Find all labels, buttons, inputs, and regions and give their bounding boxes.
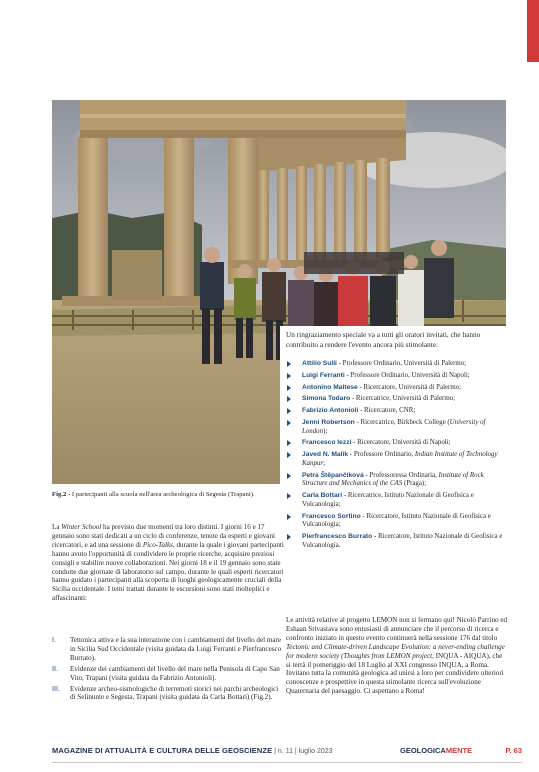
speaker-item [286,533,506,550]
footer-magazine [52,746,333,755]
speaker-item [286,395,506,404]
speaker-name: Petra Štěpančíková [302,471,364,479]
speaker-role: - Ricercatore, Istituto Nazionale di Geofisica e Vulcanologia; [302,512,491,529]
speaker-name: Simona Todaro [302,395,351,403]
page-footer [52,744,522,758]
corner-tab [527,0,539,62]
speaker-item [286,451,506,468]
speaker-item [286,419,506,436]
speaker-affiliation: Indian Institute of Technology Kanpur [302,451,498,467]
speaker-affiliation: Institute of Rock Structure and Mechanics of the CAS [302,471,484,488]
excursion-item [52,685,284,703]
figure-caption [52,490,282,499]
speaker-role-end: ); [323,427,328,435]
bullet-arrow-icon [287,373,291,379]
speaker-role: - Professore Ordinario, Università di Palermo; [336,360,467,367]
speaker-role: - Ricercatore, Istituto Nazionale di Geofisica e Vulcanologia. [302,533,503,549]
bullet-arrow-icon [287,440,291,446]
bullet-arrow-icon [287,385,291,391]
speaker-item [286,439,506,448]
brand-part-b: MENTE [445,746,473,755]
body-text: ha previsto due momenti tra loro distinti. I giorni 16 e 17 gennaio sono stati dedicati a un ciclo di conferenze, tenute da esperti e giovani ricercatori, e ad una sessione di [52,523,275,549]
speaker-role: - Ricercatore, Università di Napoli; [351,439,451,447]
body-text: La [52,523,62,531]
bullet-arrow-icon [287,493,291,499]
excursion-item [52,636,284,663]
speaker-role: - Ricercatrice, Università di Palermo; [350,395,456,403]
page-number: P. 63 [505,746,522,755]
speaker-name: Jenni Robertson [302,418,355,426]
speaker-name: Fabrizio Antonioli [302,407,359,415]
bullet-arrow-icon [287,473,291,479]
excursion-text: Evidenze dei cambiamenti del livello del mare nella Penisola di Capo San Vito, Trapani (visita guidata da Fabrizio Antonioli). [70,664,280,682]
speaker-name: Attilio Sulli [302,360,337,367]
roman-numeral: I. [52,635,57,644]
speakers-panel [280,326,506,612]
speaker-name: Carla Bottari [302,492,343,500]
speaker-item [286,407,506,416]
body-text-italic: Pico-Talks [142,540,173,549]
speakers-list [286,360,506,554]
bullet-arrow-icon [287,534,291,540]
speaker-role-end: ; [323,459,325,467]
issue-info: | n. 11 | luglio 2023 [272,748,333,755]
bullet-arrow-icon [287,420,291,426]
bullet-arrow-icon [287,452,291,458]
brand-part-a: GEOLOGICA [400,746,446,755]
speaker-item [286,472,506,489]
speaker-name: Antonino Maltese [302,383,358,391]
speaker-item [286,492,506,509]
roman-numeral: II. [52,663,59,673]
speaker-role: - Ricercatore, Università di Palermo; [357,383,462,391]
speaker-role: - Professoressa Ordinaria, [363,471,439,479]
speaker-role: - Professore Ordinario, Università di Napoli; [344,371,470,379]
speaker-role: - Professore Ordinario, [348,451,415,459]
magazine-title: MAGAZINE DI ATTUALITÀ E CULTURA DELLE GEOSCIENZE [52,746,273,755]
speaker-role: - Ricercatore, CNR; [358,407,416,415]
speaker-affiliation: University of London [302,418,486,435]
speaker-item [286,513,506,530]
roman-numeral: III. [52,683,61,693]
excursion-list [52,636,284,704]
excursion-text: Evidenze archeo-sismologiche di terremoti storici nei parchi archeologici di Selinunte e Segesta, Trapani (visita guidata da Carla Bottari) (Fig.2). [70,684,279,702]
body-paragraph-right [286,616,508,696]
speaker-name: Pierfrancesco Burrato [302,533,373,541]
thanks-intro: Un ringraziamento speciale va a tutti gli oratori invitati, che hanno contribuito a rendere l'evento ancora più stimolante: [286,330,481,349]
speaker-item [286,360,506,369]
bullet-arrow-icon [287,396,291,402]
body-text-italic: Winter School [61,523,102,531]
body-paragraph-left [52,523,284,603]
bullet-arrow-icon [287,361,291,367]
speaker-role: - Ricercatrice, Istituto Nazionale di Geofisica e Vulcanologia; [302,492,474,508]
speaker-role-end: (Praga); [402,480,427,488]
bullet-arrow-icon [287,408,291,414]
footer-rule [52,762,522,763]
body-text: Le attività relative al progetto LEMON non si fermano qui! Nicolò Parrino ed Eshaan Srivastava sono entusiasti di annunciare che il percorso di ricerca e confronto iniziato in questo evento continuerà nella sessione 176 dal titolo [286,616,508,642]
body-text: , INQUA - AIQUA), che si terrà il pomeriggio del 18 Luglio al XXI congresso INQUA, a Roma. Invitano tutta la comunità geologica ad unirsi a loro per condividere ulteriori conoscenze e prospettive in questa stimolante ricerca sull'evoluzione Quaternaria del paesaggio. Ci aspettano a Roma! [286,651,504,696]
speaker-item [286,372,506,381]
brand-logo [400,746,472,755]
body-text: , durante la quale i giovani partecipanti hanno avuto l'opportunità di condividere le proprie ricerche, acquisire preziosi consigli e stabilire nuove collaborazioni. Nei giorni 18 e il 19 gennaio sono state condotte due giornate di laboratorio sul campo, durante le quali esperti ricercatori hanno guidato i partecipanti alla scoperta di luoghi geologicamente cruciali della Sicilia occidentale. I temi trattati durante le escursioni sono stati molteplici e affascinanti: [52,540,284,603]
bullet-arrow-icon [287,514,291,520]
excursion-text: Tettonica attiva e la sua interazione con i cambiamenti del livello del mare in Sicilia Sud Occidentale (visita guidata da Luigi Ferranti e Pierfrancesco Burrato). [70,636,282,662]
body-text-italic: Tectonic and Climate-driven Landscape Evolution: a never-ending challenge for modern society (Thoughts from LEMON project [286,642,505,660]
speaker-name: Francesco Iezzi [302,439,352,447]
speaker-name: Javed N. Malik [302,451,349,459]
speaker-name: Francesco Sortino [302,512,361,520]
speaker-item [286,384,506,393]
figure-label: Fig.2 [52,491,67,498]
speaker-name: Luigi Ferranti [302,371,345,379]
caption-text: - I partecipanti alla scuola nell'area archeologica di Segesta (Trapani). [66,491,255,498]
speaker-role: - Ricercatrice, Birkbeck College ( [354,418,450,426]
excursion-item [52,665,284,683]
